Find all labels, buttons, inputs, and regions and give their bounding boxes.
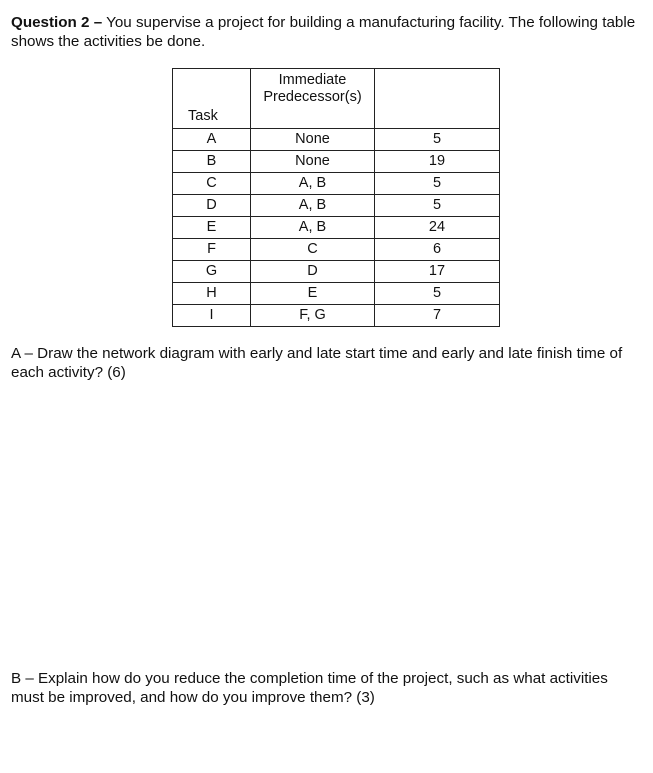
table-row xyxy=(173,151,500,173)
cell-task: B xyxy=(173,151,251,173)
cell-task: I xyxy=(173,305,251,327)
table-row xyxy=(173,173,500,195)
cell-predecessors: A, B xyxy=(251,217,375,239)
cell-predecessors: A, B xyxy=(251,195,375,217)
table-row xyxy=(173,283,500,305)
activity-table xyxy=(172,68,500,327)
cell-time: 17 xyxy=(375,261,500,283)
table-row xyxy=(173,239,500,261)
question-text: You supervise a project for building a manufacturing facility. The following table shows the activities be done. xyxy=(11,14,636,50)
cell-predecessors: F, G xyxy=(251,305,375,327)
cell-task: A xyxy=(173,129,251,151)
table-row xyxy=(173,305,500,327)
cell-task: D xyxy=(173,195,251,217)
table-header-row xyxy=(173,69,500,129)
question-header xyxy=(11,13,643,51)
table-row xyxy=(173,217,500,239)
cell-task: F xyxy=(173,239,251,261)
table-row xyxy=(173,129,500,151)
table-row xyxy=(173,261,500,283)
header-predecessors: Immediate Predecessor(s) xyxy=(251,69,375,129)
cell-task: G xyxy=(173,261,251,283)
cell-predecessors: C xyxy=(251,239,375,261)
cell-time: 6 xyxy=(375,239,500,261)
cell-predecessors: D xyxy=(251,261,375,283)
cell-time: 5 xyxy=(375,195,500,217)
cell-time: 5 xyxy=(375,173,500,195)
cell-predecessors: E xyxy=(251,283,375,305)
cell-time: 19 xyxy=(375,151,500,173)
cell-task: E xyxy=(173,217,251,239)
header-task: Task xyxy=(173,69,251,129)
question-label: Question 2 – xyxy=(11,14,103,31)
cell-time: 5 xyxy=(375,129,500,151)
header-time xyxy=(375,69,500,129)
cell-time: 24 xyxy=(375,217,500,239)
cell-task: C xyxy=(173,173,251,195)
cell-time: 7 xyxy=(375,305,500,327)
cell-predecessors: None xyxy=(251,129,375,151)
part-a-question: A – Draw the network diagram with early and late start time and early and late finish time of each activity? (6) xyxy=(11,345,623,381)
cell-predecessors: A, B xyxy=(251,173,375,195)
cell-task: H xyxy=(173,283,251,305)
cell-predecessors: None xyxy=(251,151,375,173)
part-b-question: B – Explain how do you reduce the completion time of the project, such as what activities must be improved, and how do you improve them? (3) xyxy=(11,670,608,706)
table-row xyxy=(173,195,500,217)
cell-time: 5 xyxy=(375,283,500,305)
